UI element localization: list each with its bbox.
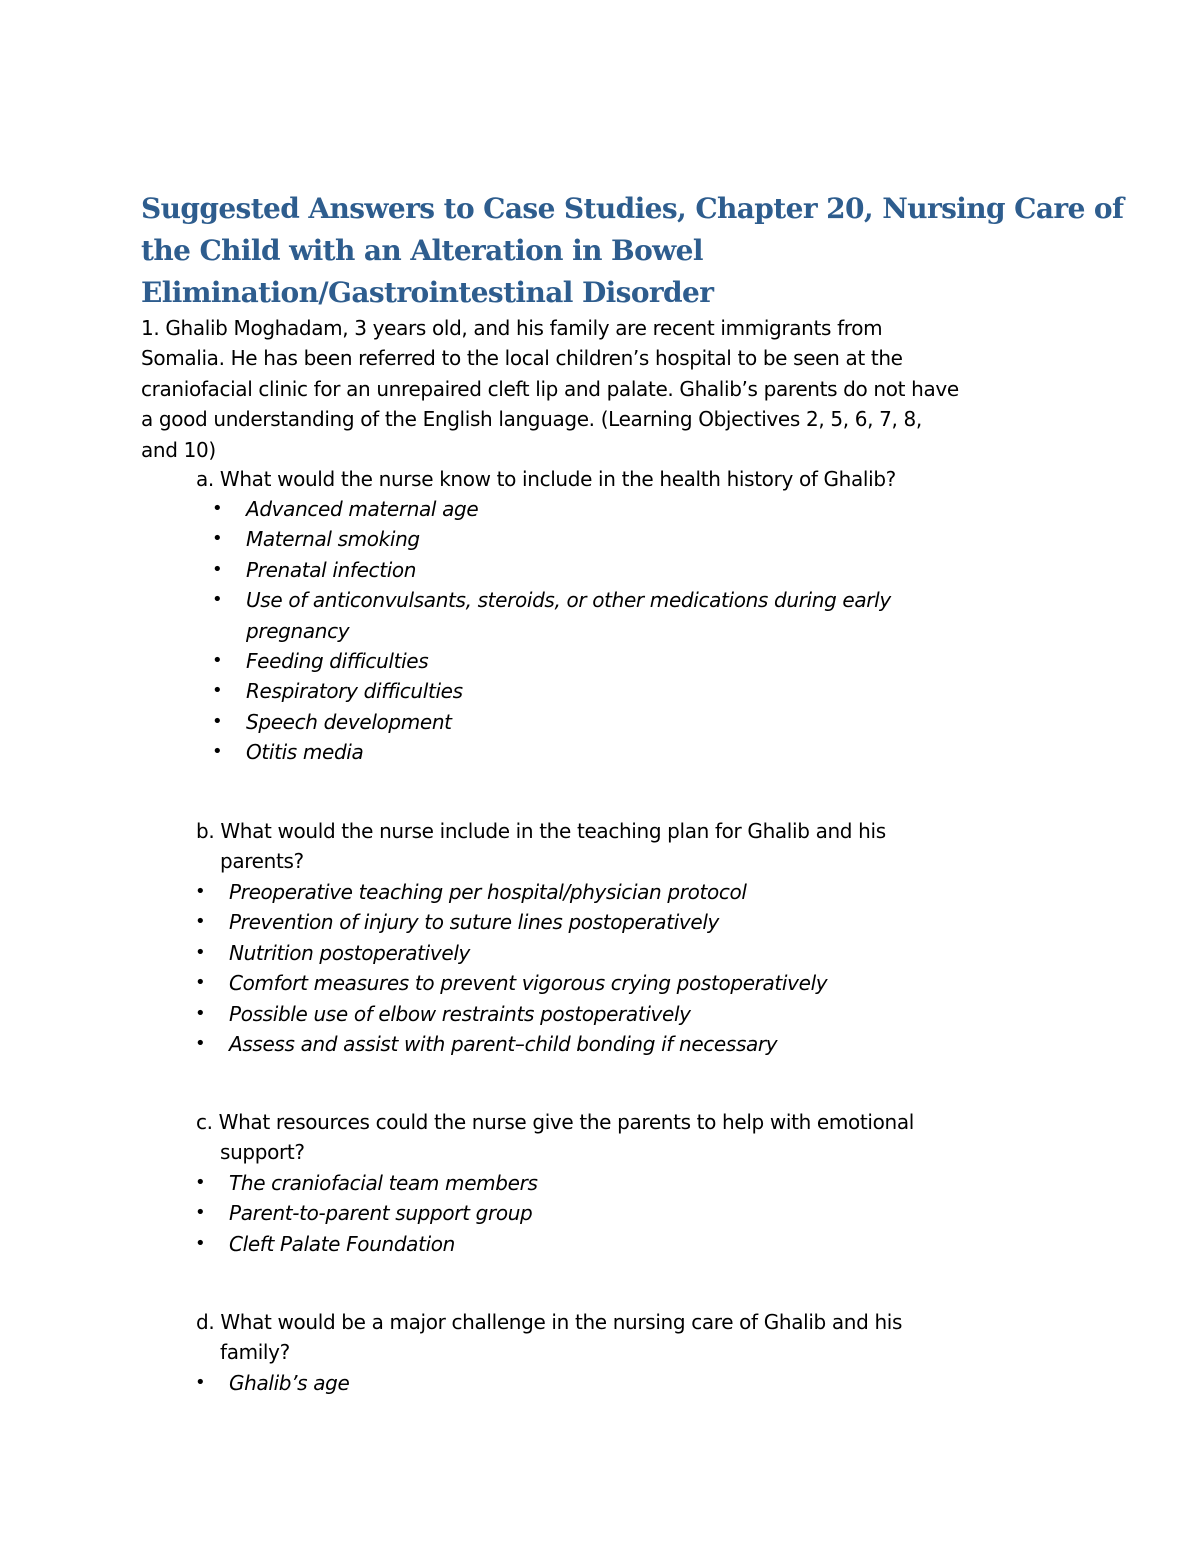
question-line: c. What resources could the nurse give the parents to help with emotional <box>196 1110 914 1134</box>
bullet-icon: • <box>195 1002 206 1024</box>
list-item <box>195 1229 538 1259</box>
list-item <box>212 737 891 767</box>
list-item-text: Maternal smoking <box>246 527 420 552</box>
question-line: a. What would the nurse know to include in the health history of Ghalib? <box>196 467 896 491</box>
list-item <box>212 494 891 524</box>
answer-list-d <box>195 1368 350 1398</box>
document-title <box>141 188 1124 314</box>
bullet-icon: • <box>212 710 223 732</box>
question-a <box>196 464 1076 494</box>
question-line: support? <box>220 1140 305 1165</box>
list-item-text: Advanced maternal age <box>246 497 479 521</box>
list-item-text: Cleft Palate Foundation <box>229 1231 456 1256</box>
bullet-icon: • <box>212 650 223 672</box>
answer-list-b <box>195 877 828 1059</box>
list-item-text: Parent-to-parent support group <box>229 1201 533 1226</box>
list-item <box>195 1168 538 1198</box>
list-item <box>195 968 828 998</box>
list-item-text: Nutrition postoperatively <box>229 940 471 965</box>
list-item-text: Preoperative teaching per hospital/physician protocol <box>229 880 747 904</box>
list-item-text: Feeding difficulties <box>246 649 429 674</box>
list-item <box>212 707 891 737</box>
list-item <box>212 646 891 676</box>
bullet-icon: • <box>195 1372 206 1393</box>
bullet-icon: • <box>212 741 223 763</box>
title-line: Elimination/Gastrointestinal Disorder <box>141 276 714 309</box>
list-item <box>195 877 827 907</box>
list-item <box>212 585 891 646</box>
bullet-icon: • <box>195 1172 206 1193</box>
bullet-icon: • <box>195 1033 206 1055</box>
bullet-icon: • <box>195 881 206 902</box>
list-item-text: Otitis media <box>246 740 364 765</box>
list-item-text: Prenatal infection <box>246 557 417 582</box>
title-line: Suggested Answers to Case Studies, Chapter 20, Nursing Care of <box>141 192 1124 225</box>
question-line: parents? <box>220 849 304 874</box>
list-item-text: Prevention of injury to suture lines postoperatively <box>229 910 720 935</box>
list-item <box>195 938 827 968</box>
question-d <box>196 1307 1076 1368</box>
list-item <box>195 1368 350 1398</box>
bullet-icon: • <box>212 589 223 611</box>
bullet-icon: • <box>212 528 223 550</box>
list-item-text: Possible use of elbow restraints postoperatively <box>229 1001 691 1026</box>
question-line: d. What would be a major challenge in the nursing care of Ghalib and his <box>196 1310 903 1334</box>
bullet-icon: • <box>212 558 223 580</box>
list-item <box>212 524 891 554</box>
list-item-text: Ghalib’s age <box>229 1371 350 1395</box>
question-c <box>196 1107 1076 1168</box>
intro-line: a good understanding of the English language. (Learning Objectives 2, 5, 6, 7, 8, <box>141 407 922 432</box>
question-b <box>196 816 1076 877</box>
list-item <box>212 555 891 585</box>
question-line: b. What would the nurse include in the teaching plan for Ghalib and his <box>196 819 886 843</box>
intro-line: Somalia. He has been referred to the local children’s hospital to be seen at the <box>141 346 903 371</box>
list-item-text: Respiratory difficulties <box>246 679 463 704</box>
bullet-icon: • <box>212 498 223 519</box>
bullet-icon: • <box>195 1202 206 1224</box>
list-item <box>212 676 891 706</box>
title-line: the Child with an Alteration in Bowel <box>141 234 703 267</box>
list-item-text: Speech development <box>246 709 452 734</box>
list-item <box>195 1198 538 1228</box>
bullet-icon: • <box>212 680 223 702</box>
answer-list-c <box>195 1168 538 1259</box>
list-item-text: pregnancy <box>246 618 350 643</box>
list-item <box>195 1029 827 1059</box>
list-item-text: The craniofacial team members <box>229 1171 538 1195</box>
list-item <box>195 999 827 1029</box>
bullet-icon: • <box>195 941 206 963</box>
list-item-text: Assess and assist with parent–child bonding if necessary <box>229 1032 778 1057</box>
bullet-icon: • <box>195 911 206 933</box>
list-item-text: Comfort measures to prevent vigorous crying postoperatively <box>229 971 828 996</box>
intro-line: 1. Ghalib Moghadam, 3 years old, and his family are recent immigrants from <box>141 316 883 340</box>
question-line: family? <box>220 1340 290 1365</box>
answer-list-a <box>212 494 891 768</box>
bullet-icon: • <box>195 972 206 994</box>
list-item <box>195 907 827 937</box>
intro-line: craniofacial clinic for an unrepaired cleft lip and palate. Ghalib’s parents do not have <box>141 376 959 401</box>
case-study-intro <box>141 313 1081 465</box>
intro-line: and 10) <box>141 437 216 462</box>
list-item-text: Use of anticonvulsants, steroids, or other medications during early <box>246 588 891 613</box>
bullet-icon: • <box>195 1232 206 1254</box>
